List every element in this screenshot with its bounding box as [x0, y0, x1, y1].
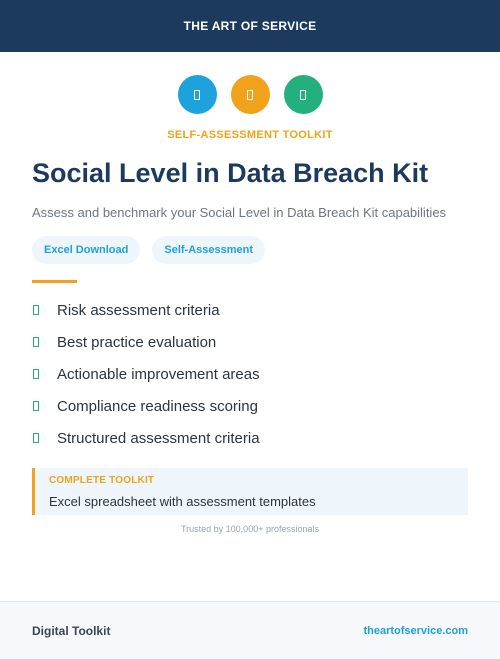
feature-item [32, 294, 500, 326]
feature-label: Best practice evaluation [57, 333, 217, 351]
feature-item [32, 326, 500, 358]
footer-bar [0, 601, 500, 659]
feature-label: Structured assessment criteria [57, 429, 260, 447]
eyebrow-label: SELF-ASSESSMENT TOOLKIT [167, 129, 333, 141]
feature-item [32, 358, 500, 390]
page-title: Social Level in Data Breach Kit [32, 158, 429, 188]
toolkit-callout [32, 468, 468, 515]
icon-row [0, 75, 500, 114]
document-icon-green [284, 75, 323, 114]
document-icon-orange [231, 75, 270, 114]
check-icon [33, 337, 39, 347]
feature-item [32, 390, 500, 422]
callout-label: COMPLETE TOOLKIT [49, 475, 155, 486]
tag-excel-download[interactable]: Excel Download [32, 236, 140, 264]
page-subtitle: Assess and benchmark your Social Level in Data Breach Kit capabilities [32, 205, 447, 220]
accent-divider [32, 280, 77, 283]
document-icon [247, 90, 253, 100]
document-icon-blue [178, 75, 217, 114]
check-icon [33, 401, 39, 411]
document-icon [300, 90, 306, 100]
feature-item [32, 422, 500, 454]
feature-list [32, 294, 500, 454]
check-icon [33, 433, 39, 443]
feature-label: Risk assessment criteria [57, 301, 220, 319]
check-icon [33, 305, 39, 315]
tag-self-assessment[interactable]: Self-Assessment [152, 236, 265, 264]
website-link[interactable]: theartofservice.com [363, 624, 468, 637]
document-icon [194, 90, 200, 100]
footer-label: Digital Toolkit [32, 623, 111, 638]
callout-text: Excel spreadsheet with assessment templates [49, 494, 316, 509]
check-icon [33, 369, 39, 379]
trust-note: Trusted by 100,000+ professionals [180, 524, 319, 534]
feature-label: Compliance readiness scoring [57, 397, 258, 415]
brand-name: THE ART OF SERVICE [183, 19, 317, 33]
header-bar [0, 0, 500, 52]
feature-label: Actionable improvement areas [57, 365, 260, 383]
tag-list [32, 236, 500, 264]
